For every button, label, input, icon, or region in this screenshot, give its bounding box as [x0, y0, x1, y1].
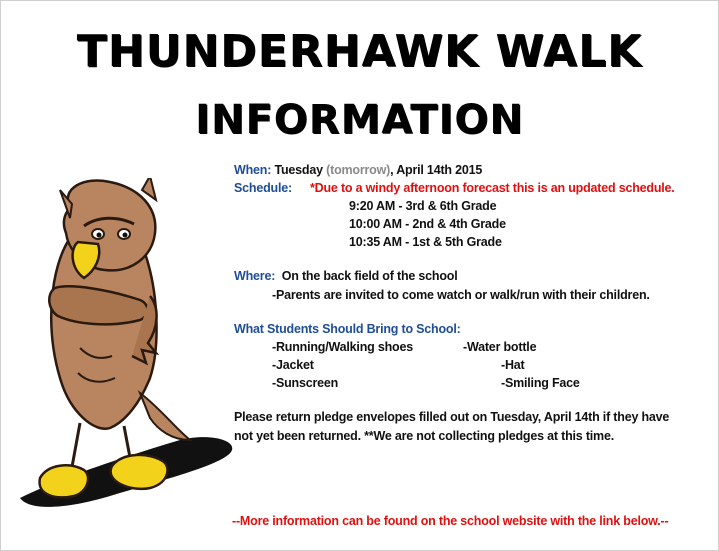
- schedule-notice: *Due to a windy afternoon forecast this is an updated schedule.: [310, 181, 675, 195]
- bring-item: -Jacket: [272, 358, 314, 372]
- when-day: Tuesday: [274, 163, 323, 177]
- bring-item: -Sunscreen: [272, 376, 339, 390]
- pledge-line-2: not yet been returned. **We are not collecting pledges at this time.: [234, 429, 614, 443]
- thunderhawk-owl-mascot-icon: [0, 178, 240, 518]
- page-title: THUNDERHAWK WALK: [76, 26, 643, 77]
- when-label: When:: [234, 163, 272, 177]
- schedule-row: [234, 180, 292, 197]
- page-subtitle: INFORMATION: [195, 97, 524, 143]
- bring-item: -Water bottle: [463, 340, 537, 354]
- bring-item: -Running/Walking shoes: [272, 340, 413, 354]
- where-row: [234, 268, 457, 285]
- schedule-label: Schedule:: [234, 181, 292, 195]
- where-parents: -Parents are invited to come watch or walk/run with their children.: [272, 288, 650, 302]
- when-tomorrow: (tomorrow): [326, 163, 391, 177]
- where-label: Where:: [234, 269, 276, 283]
- footer-note: --More information can be found on the school website with the link below.--: [232, 514, 669, 528]
- when-date: , April 14th 2015: [390, 163, 483, 177]
- bring-heading: What Students Should Bring to School:: [234, 322, 461, 336]
- where-place: On the back field of the school: [281, 269, 458, 283]
- pledge-line-1: Please return pledge envelopes filled out on Tuesday, April 14th if they have: [234, 410, 670, 424]
- schedule-time-2: 10:00 AM - 2nd & 4th Grade: [349, 217, 506, 231]
- schedule-time-1: 9:20 AM - 3rd & 6th Grade: [349, 199, 497, 213]
- when-row: [234, 162, 482, 179]
- bring-item: -Smiling Face: [501, 376, 580, 390]
- schedule-time-3: 10:35 AM - 1st & 5th Grade: [349, 235, 502, 249]
- bring-item: -Hat: [501, 358, 525, 372]
